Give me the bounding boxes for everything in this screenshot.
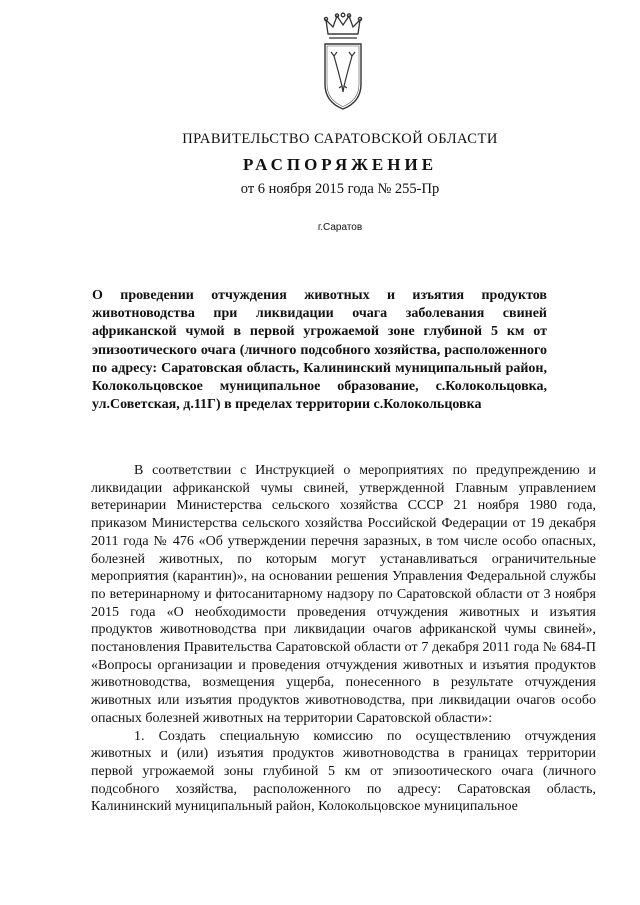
document-date-number: от 6 ноября 2015 года № 255-Пр	[240, 181, 440, 197]
body-paragraph: В соответствии с Инструкцией о мероприятиях по предупреждению и ликвидации африканской чумы свиней, утвержденной Главным управлением ветеринарии Министерства сельского хозяйства СССР 21 ноября 1980 года, приказом Министерства сельского хозяйства Российской Федерации от 19 декабря 2011 года № 476 «Об утверждении перечня заразных, в том числе особо опасных, болезней животных, по которым могут устанавливаться ограничительные мероприятия (карантин)», на основании решения Управления Федеральной службы по ветеринарному и фитосанитарному надзору по Саратовской области от 3 ноября 2015 года «О необходимости проведения отчуждения животных и изъятия продуктов животноводства при ликвидации очагов африканской чумы свиней», постановления Правительства Саратовской области от 7 декабря 2011 года № 684-П «Вопросы организации и проведения отчуждения животных и изъятия продуктов животноводства, возмещения ущерба, понесенного в результате отчуждения животных или изъятия продуктов животноводства, при ликвидации очагов особо опасных болезней животных на территории Саратовской области»:	[91, 463, 596, 726]
document-type-title: РАСПОРЯЖЕНИЕ	[242, 155, 438, 174]
saratov-coat-of-arms-icon	[318, 12, 368, 112]
document-city: г.Саратов	[317, 222, 363, 233]
government-name: ПРАВИТЕЛЬСТВО САРАТОВСКОЙ ОБЛАСТИ	[182, 131, 498, 147]
document-subject: О проведении отчуждения животных и изъятия продуктов животноводства при ликвидации очага заболевания свиней африканской чумой в первой угрожаемой зоне глубиной 5 км от эпизоотического очага (личного подсобного хозяйства, расположенного по адресу: Саратовская область, Калининский муниципальный район, Колокольцовское муниципальное образование, с.Колокольцовка, ул.Советская, д.11Г) в пределах территории с.Колокольцовка	[92, 288, 547, 413]
body-paragraph: 1. Создать специальную комиссию по осуществлению отчуждения животных и (или) изъятия продуктов животноводства в границах территории первой угрожаемой зоны глубиной 5 км от эпизоотического очага (личного подсобного хозяйства, расположенного по адресу: Саратовская область, Калининский муниципальный район, Колокольцовское муниципальное	[91, 728, 596, 815]
document-body	[91, 462, 596, 816]
